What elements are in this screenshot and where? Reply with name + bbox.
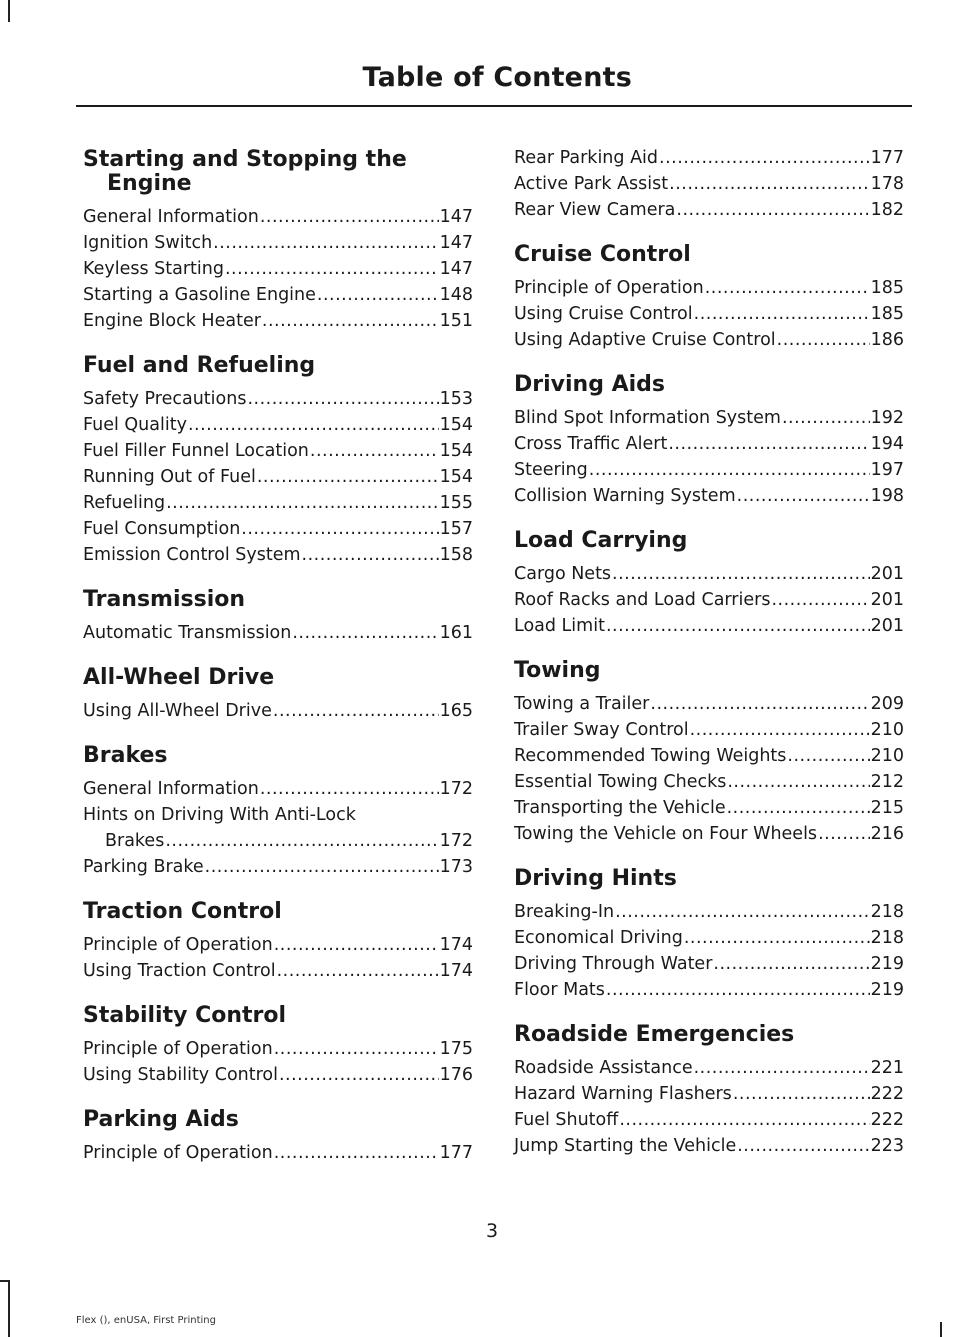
entry-title: Using Stability Control (83, 1065, 278, 1085)
entry-title: Ignition Switch (83, 233, 213, 253)
section-title: Driving Aids (514, 372, 666, 397)
entry-title: Cross Traffic Alert (514, 434, 668, 454)
toc-entry[interactable] (83, 308, 473, 334)
dot-leader (705, 275, 870, 301)
entry-page-number: 177 (439, 1143, 473, 1163)
page-title: Table of Contents (362, 62, 632, 93)
toc-entry[interactable] (514, 795, 904, 821)
entry-title: Using All-Wheel Drive (83, 701, 272, 721)
entry-page-number: 212 (870, 772, 904, 792)
entry-title: Engine Block Heater (83, 311, 261, 331)
toc-entry[interactable] (83, 256, 473, 282)
entry-title: Blind Spot Information System (514, 408, 781, 428)
entry-page-number: 182 (870, 200, 904, 220)
toc-section (83, 588, 473, 646)
toc-column-left (83, 148, 473, 1186)
entry-title: Safety Precautions (83, 389, 247, 409)
entry-page-number: 221 (870, 1058, 904, 1078)
toc-entry[interactable] (83, 802, 473, 854)
toc-entry[interactable] (514, 483, 904, 509)
entry-page-number: 201 (870, 564, 904, 584)
dot-leader (260, 776, 439, 802)
entry-page-number: 148 (439, 285, 473, 305)
dot-leader (165, 828, 438, 854)
toc-entry[interactable] (83, 438, 473, 464)
entry-page-number: 222 (870, 1110, 904, 1130)
entry-page-number: 197 (870, 460, 904, 480)
dot-leader (277, 958, 439, 984)
entry-page-number: 174 (439, 935, 473, 955)
entry-title: Recommended Towing Weights (514, 746, 787, 766)
entry-title: Economical Driving (514, 928, 683, 948)
toc-section (514, 529, 904, 639)
toc-section (514, 659, 904, 847)
entry-page-number: 218 (870, 928, 904, 948)
entry-page-number: 178 (870, 174, 904, 194)
dot-leader (694, 1055, 870, 1081)
entry-page-number: 201 (870, 616, 904, 636)
entry-page-number: 192 (870, 408, 904, 428)
toc-section (514, 145, 904, 223)
entry-title: Collision Warning System (514, 486, 736, 506)
toc-entry[interactable] (514, 899, 904, 925)
entry-title: Hints on Driving With Anti-Lock (83, 805, 356, 825)
toc-section (514, 1023, 904, 1159)
toc-entry[interactable] (514, 1107, 904, 1133)
section-title: Stability Control (83, 1003, 287, 1028)
toc-entry[interactable] (514, 197, 904, 223)
toc-entry[interactable] (514, 431, 904, 457)
entry-page-number: 216 (870, 824, 904, 844)
entry-page-number: 174 (439, 961, 473, 981)
entry-page-number: 147 (439, 207, 473, 227)
toc-section (83, 744, 473, 880)
section-title: Brakes (83, 743, 168, 768)
section-title: All-Wheel Drive (83, 665, 275, 690)
toc-section (514, 867, 904, 1003)
section-title: Starting and Stopping the Engine (83, 147, 407, 196)
toc-entry[interactable] (83, 230, 473, 256)
toc-entry[interactable] (514, 743, 904, 769)
entry-page-number: 158 (439, 545, 473, 565)
toc-entry[interactable] (83, 516, 473, 542)
dot-leader (612, 561, 870, 587)
toc-entry[interactable] (514, 1133, 904, 1159)
entry-title: General Information (83, 207, 259, 227)
toc-entry[interactable] (514, 951, 904, 977)
dot-leader (650, 691, 869, 717)
dot-leader (782, 405, 870, 431)
dot-leader (619, 1107, 869, 1133)
entry-page-number: 165 (439, 701, 473, 721)
entry-title: Load Limit (514, 616, 605, 636)
dot-leader (733, 1081, 870, 1107)
entry-title: Roadside Assistance (514, 1058, 693, 1078)
dot-leader (771, 587, 869, 613)
dot-leader (676, 197, 869, 223)
entry-title: Transporting the Vehicle (514, 798, 726, 818)
entry-title: Active Park Assist (514, 174, 669, 194)
dot-leader (302, 542, 439, 568)
toc-entry[interactable] (83, 620, 473, 646)
entry-title-continued: Brakes (105, 831, 165, 851)
entry-page-number: 185 (870, 278, 904, 298)
entry-title: Rear Parking Aid (514, 148, 659, 168)
entry-page-number: 154 (439, 415, 473, 435)
dot-leader (659, 145, 870, 171)
entry-title: Fuel Quality (83, 415, 187, 435)
entry-title: Starting a Gasoline Engine (83, 285, 316, 305)
toc-entry[interactable] (514, 613, 904, 639)
entry-page-number: 198 (870, 486, 904, 506)
entry-title: Towing the Vehicle on Four Wheels (514, 824, 818, 844)
crop-mark-top-left (8, 0, 10, 22)
entry-title: Principle of Operation (83, 1143, 273, 1163)
entry-page-number: 154 (439, 441, 473, 461)
entry-page-number: 147 (439, 233, 473, 253)
dot-leader (260, 204, 439, 230)
toc-entry[interactable] (83, 958, 473, 984)
entry-title: Parking Brake (83, 857, 204, 877)
dot-leader (274, 1140, 439, 1166)
entry-title: Running Out of Fuel (83, 467, 256, 487)
toc-entry[interactable] (83, 1062, 473, 1088)
entry-title: Automatic Transmission (83, 623, 292, 643)
dot-leader (166, 490, 439, 516)
dot-leader (274, 1036, 439, 1062)
toc-entry[interactable] (83, 542, 473, 568)
dot-leader (727, 769, 869, 795)
toc-entry[interactable] (514, 587, 904, 613)
toc-entry[interactable] (514, 717, 904, 743)
toc-entry[interactable] (514, 977, 904, 1003)
toc-entry[interactable] (514, 1055, 904, 1081)
section-title: Fuel and Refueling (83, 353, 316, 378)
toc-entry[interactable] (83, 776, 473, 802)
toc-section (514, 243, 904, 353)
entry-title: Hazard Warning Flashers (514, 1084, 732, 1104)
dot-leader (257, 464, 439, 490)
entry-page-number: 223 (870, 1136, 904, 1156)
entry-title: Breaking-In (514, 902, 615, 922)
toc-section (83, 1004, 473, 1088)
entry-title: Fuel Consumption (83, 519, 241, 539)
dot-leader (213, 230, 438, 256)
entry-title: Towing a Trailer (514, 694, 650, 714)
entry-title: Fuel Shutoff (514, 1110, 619, 1130)
dot-leader (589, 457, 870, 483)
section-title: Roadside Emergencies (514, 1022, 795, 1047)
section-title: Traction Control (83, 899, 282, 924)
toc-entry[interactable] (514, 457, 904, 483)
entry-page-number: 161 (439, 623, 473, 643)
entry-title: Jump Starting the Vehicle (514, 1136, 737, 1156)
toc-entry[interactable] (514, 275, 904, 301)
entry-title: Floor Mats (514, 980, 605, 1000)
toc-entry[interactable] (83, 932, 473, 958)
entry-page-number: 219 (870, 954, 904, 974)
entry-page-number: 173 (439, 857, 473, 877)
entry-title: Keyless Starting (83, 259, 224, 279)
entry-title: Cargo Nets (514, 564, 612, 584)
entry-title: Steering (514, 460, 588, 480)
toc-column-right (514, 148, 904, 1179)
dot-leader (241, 516, 438, 542)
dot-leader (310, 438, 439, 464)
entry-page-number: 172 (439, 831, 473, 851)
toc-entry[interactable] (83, 490, 473, 516)
dot-leader (787, 743, 869, 769)
entry-page-number: 219 (870, 980, 904, 1000)
entry-title: Fuel Filler Funnel Location (83, 441, 309, 461)
entry-title: General Information (83, 779, 259, 799)
toc-entry[interactable] (83, 412, 473, 438)
dot-leader (606, 977, 870, 1003)
entry-page-number: 147 (439, 259, 473, 279)
dot-leader (668, 431, 869, 457)
dot-leader (737, 1133, 869, 1159)
toc-entry[interactable] (83, 386, 473, 412)
dot-leader (777, 327, 870, 353)
header-rule (76, 105, 912, 107)
toc-entry[interactable] (83, 1036, 473, 1062)
entry-page-number: 177 (870, 148, 904, 168)
dot-leader (279, 1062, 439, 1088)
dot-leader (615, 899, 870, 925)
toc-entry[interactable] (83, 204, 473, 230)
entry-page-number: 215 (870, 798, 904, 818)
toc-entry[interactable] (83, 464, 473, 490)
entry-page-number: 218 (870, 902, 904, 922)
entry-title: Using Traction Control (83, 961, 276, 981)
dot-leader (205, 854, 439, 880)
crop-mark-bottom-left-h (0, 1280, 10, 1282)
entry-page-number: 157 (439, 519, 473, 539)
entry-title: Refueling (83, 493, 166, 513)
dot-leader (606, 613, 870, 639)
entry-page-number: 222 (870, 1084, 904, 1104)
dot-leader (669, 171, 869, 197)
entry-title: Driving Through Water (514, 954, 713, 974)
section-title: Driving Hints (514, 866, 677, 891)
dot-leader (225, 256, 439, 282)
toc-entry[interactable] (514, 925, 904, 951)
toc-entry[interactable] (83, 854, 473, 880)
toc-section (83, 1108, 473, 1166)
toc-entry[interactable] (514, 301, 904, 327)
entry-title: Roof Racks and Load Carriers (514, 590, 771, 610)
toc-entry[interactable] (514, 171, 904, 197)
toc-section (83, 900, 473, 984)
entry-page-number: 172 (439, 779, 473, 799)
dot-leader (247, 386, 438, 412)
page-number: 3 (485, 1220, 499, 1242)
entry-title: Trailer Sway Control (514, 720, 689, 740)
entry-page-number: 194 (870, 434, 904, 454)
entry-page-number: 154 (439, 467, 473, 487)
toc-entry[interactable] (83, 1140, 473, 1166)
entry-title: Principle of Operation (514, 278, 704, 298)
entry-page-number: 210 (870, 746, 904, 766)
toc-entry[interactable] (83, 282, 473, 308)
toc-entry[interactable] (514, 561, 904, 587)
entry-page-number: 176 (439, 1065, 473, 1085)
section-title: Parking Aids (83, 1107, 239, 1132)
entry-title: Emission Control System (83, 545, 301, 565)
section-title: Transmission (83, 587, 246, 612)
toc-entry[interactable] (514, 327, 904, 353)
crop-mark-bottom-right (940, 1322, 942, 1337)
entry-page-number: 209 (870, 694, 904, 714)
entry-title: Using Cruise Control (514, 304, 693, 324)
toc-section (83, 354, 473, 568)
entry-page-number: 201 (870, 590, 904, 610)
dot-leader (317, 282, 439, 308)
toc-entry[interactable] (514, 405, 904, 431)
dot-leader (292, 620, 438, 646)
section-title: Towing (514, 658, 601, 683)
toc-entry[interactable] (514, 145, 904, 171)
dot-leader (273, 698, 439, 724)
dot-leader (188, 412, 439, 438)
entry-page-number: 186 (870, 330, 904, 350)
section-title: Load Carrying (514, 528, 688, 553)
dot-leader (262, 308, 439, 334)
section-title: Cruise Control (514, 242, 691, 267)
entry-title: Principle of Operation (83, 935, 273, 955)
dot-leader (818, 821, 870, 847)
toc-entry[interactable] (514, 821, 904, 847)
dot-leader (713, 951, 869, 977)
entry-page-number: 155 (439, 493, 473, 513)
dot-leader (690, 717, 870, 743)
entry-page-number: 210 (870, 720, 904, 740)
toc-entry[interactable] (514, 691, 904, 717)
dot-leader (694, 301, 870, 327)
entry-title: Rear View Camera (514, 200, 676, 220)
toc-section (83, 148, 473, 334)
entry-title: Principle of Operation (83, 1039, 273, 1059)
dot-leader (684, 925, 870, 951)
entry-page-number: 153 (439, 389, 473, 409)
dot-leader (737, 483, 870, 509)
entry-page-number: 151 (439, 311, 473, 331)
crop-mark-bottom-left (8, 1282, 10, 1337)
dot-leader (274, 932, 439, 958)
entry-page-number: 185 (870, 304, 904, 324)
toc-entry[interactable] (514, 1081, 904, 1107)
entry-title: Using Adaptive Cruise Control (514, 330, 776, 350)
entry-page-number: 175 (439, 1039, 473, 1059)
toc-section (514, 373, 904, 509)
entry-title: Essential Towing Checks (514, 772, 727, 792)
toc-section (83, 666, 473, 724)
toc-entry[interactable] (83, 698, 473, 724)
footer-text: Flex (), enUSA, First Printing (76, 1315, 216, 1326)
dot-leader (727, 795, 870, 821)
toc-entry[interactable] (514, 769, 904, 795)
